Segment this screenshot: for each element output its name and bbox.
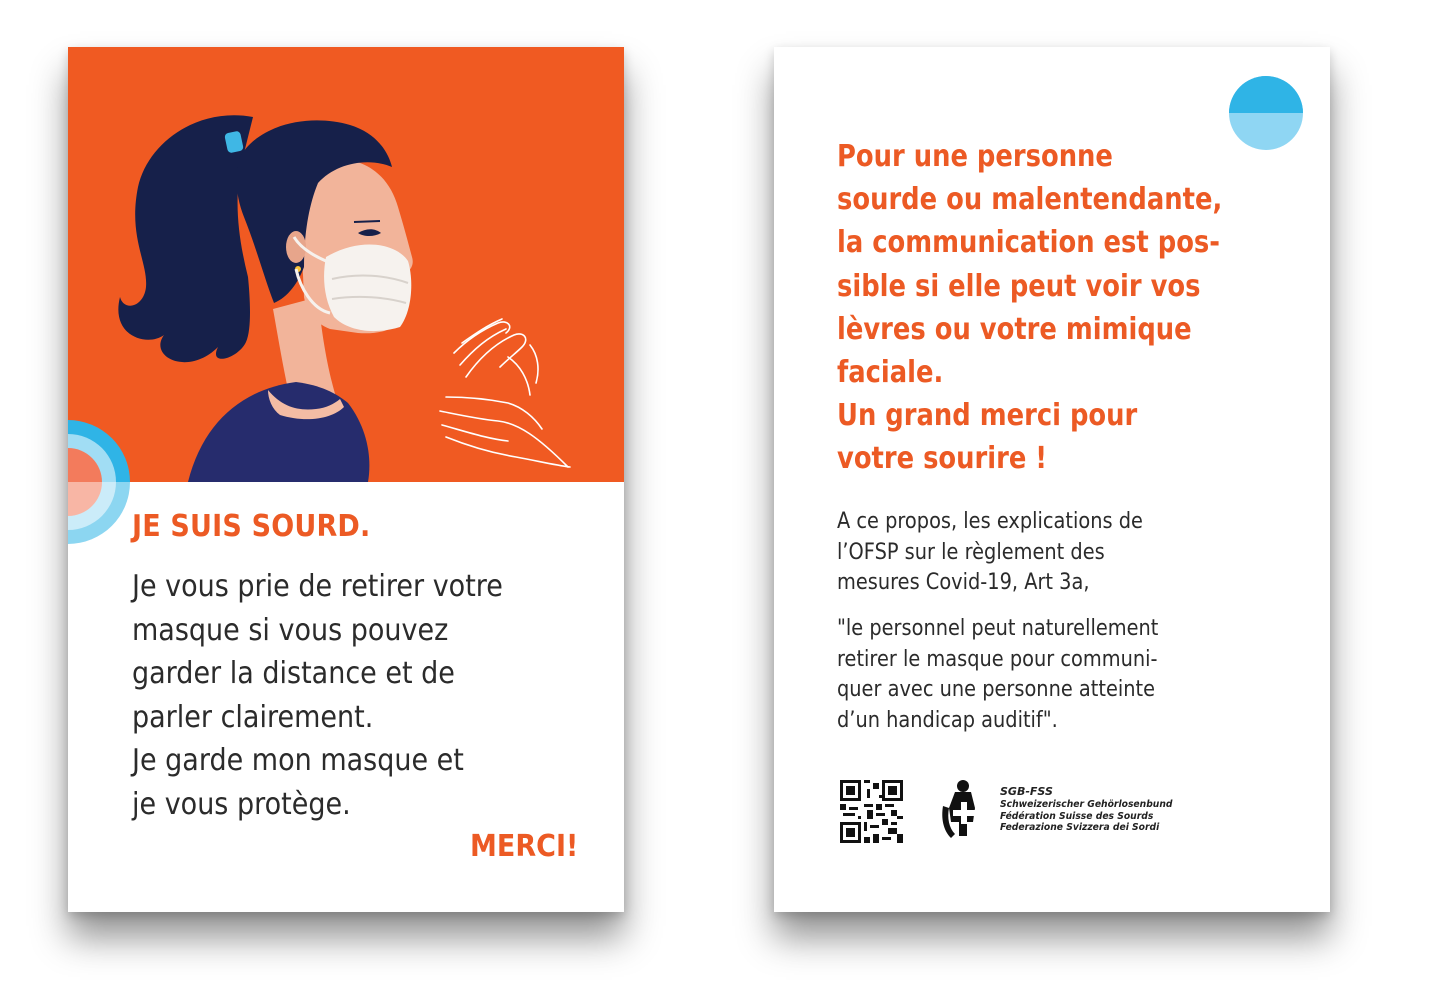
headline-line: lèvres ou votre mimique <box>837 311 1192 347</box>
quote-line: quer avec une personne atteinte <box>837 677 1156 702</box>
organization-name: Federazione Svizzera dei Sordi <box>1000 822 1160 833</box>
headline-line: votre sourire ! <box>837 441 1048 477</box>
back-headline <box>837 135 1285 481</box>
qr-code-icon <box>838 780 905 843</box>
organization-name: Fédération Suisse des Sourds <box>1000 810 1154 822</box>
organization-name: Schweizerischer Gehörlosenbund <box>1000 799 1173 810</box>
back-card <box>774 47 1330 912</box>
front-line: parler clairement. <box>132 699 374 735</box>
front-message <box>132 565 544 826</box>
back-quote <box>837 614 1202 736</box>
back-intro <box>837 507 1185 599</box>
front-title: JE SUIS SOURD. <box>132 509 371 544</box>
fss-logo-icon <box>937 778 987 846</box>
quote-line: d’un handicap auditif". <box>837 707 1058 733</box>
intro-line: mesures Covid-19, Art 3a, <box>837 570 1090 595</box>
front-line: masque si vous pouvez <box>132 612 449 648</box>
headline-line: la communication est pos- <box>837 225 1220 261</box>
headline-line: Pour une personne <box>837 139 1113 174</box>
intro-line: A ce propos, les explications de <box>837 509 1143 534</box>
headline-line: Un grand merci pour <box>837 398 1138 434</box>
woman-mask-illustration <box>68 47 624 482</box>
headline-line: faciale. <box>837 355 944 391</box>
front-closing: MERCI! <box>469 829 578 864</box>
front-card <box>68 47 624 912</box>
headline-line: sible si elle peut voir vos <box>837 268 1201 304</box>
front-line: Je vous prie de retirer votre <box>132 569 503 604</box>
front-line: je vous protège. <box>132 786 351 822</box>
front-line: garder la distance et de <box>132 656 455 691</box>
quote-line: "le personnel peut naturellement <box>837 616 1159 641</box>
organization-abbreviation: SGB-FSS <box>1000 785 1053 798</box>
headline-line: sourde ou malentendante, <box>837 182 1223 218</box>
quote-line: retirer le masque pour communi- <box>837 646 1158 672</box>
front-line: Je garde mon masque et <box>132 743 464 778</box>
intro-line: l’OFSP sur le règlement des <box>837 539 1105 565</box>
organization-block <box>1000 785 1187 834</box>
decorative-circle-icon <box>68 409 132 555</box>
